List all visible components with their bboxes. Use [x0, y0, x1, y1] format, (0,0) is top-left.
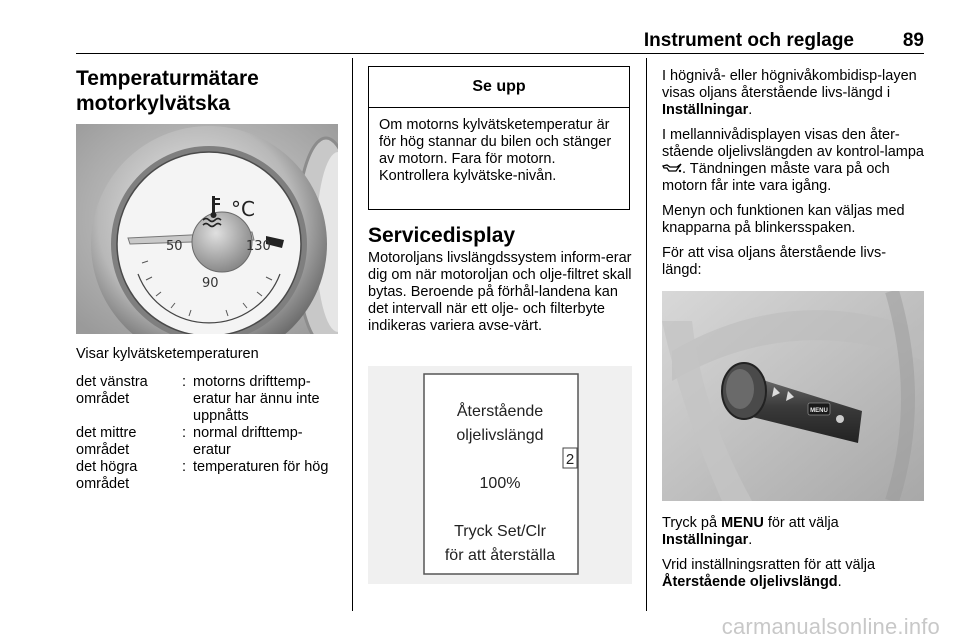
gauge-legend [76, 374, 338, 493]
paragraph-mid-level [662, 127, 924, 195]
paragraph-show-oil-life: För att visa oljans återstående livs-längd: [662, 245, 887, 278]
legend-colon: : [182, 459, 187, 475]
display-value: 100% [479, 475, 521, 492]
paragraph-text: . Tändningen måste vara på och motorn får inte vara igång. [662, 161, 890, 194]
legend-row [76, 425, 338, 459]
menu-term-settings: Inställningar [662, 102, 749, 118]
menu-term-oil-life: Återstående oljelivslängd [662, 574, 838, 590]
display-line-2: oljelivslängd [456, 427, 544, 444]
service-paragraph: Motoroljans livslängdssystem inform-erar dig om när motoroljan och olje-filtret skall bytas. Beroende på förhål-landena kan det intervall när ett olje- och filterbyte indikeras variera avse-värt. [368, 250, 632, 334]
stalk-menu-label: MENU [810, 408, 828, 414]
legend-term: det mittre området [76, 425, 137, 458]
page-number: 89 [902, 30, 924, 51]
paragraph-end: . [748, 102, 753, 118]
legend-term: det högra området [76, 459, 138, 492]
heading-line-1: Temperaturmätare [76, 67, 259, 90]
gauge-tick-130: 130 [246, 239, 271, 254]
display-line-4: för att återställa [444, 547, 556, 564]
paragraph-end: . [837, 574, 842, 590]
column-divider-1 [352, 58, 353, 611]
page-header [76, 22, 924, 52]
oil-pressure-icon [662, 162, 682, 174]
heading-line-2: motorkylvätska [76, 92, 231, 115]
legend-desc: temperaturen för hög [193, 459, 329, 475]
legend-desc: motorns drifttemp-eratur har ännu inte uppnåtts [193, 374, 320, 424]
paragraph-menu: Menyn och funktionen kan väljas med knapparna på blinkersspaken. [662, 203, 905, 236]
turn-signal-stalk-image [662, 291, 924, 501]
paragraph-press-menu [662, 515, 924, 549]
display-line-3: Tryck Set/Clr [454, 523, 546, 540]
paragraph-text: I mellannivådisplayen visas den åter-stående oljelivslängden av kontrol-lampa [662, 127, 924, 160]
column-right [662, 60, 924, 599]
header-rule [76, 53, 924, 54]
display-corner: 2 [565, 451, 575, 468]
watermark: carmanualsonline.info [721, 614, 940, 639]
warning-box [368, 66, 630, 210]
gauge-unit: °C [231, 197, 255, 221]
display-line-1: Återstående [456, 403, 544, 420]
warning-text: Om motorns kylvätsketemperatur är för hög stannar du bilen och stänger av motorn. Fara för motorn. Kontrollera kylvätske-nivån. [379, 117, 612, 184]
legend-row [76, 374, 338, 425]
paragraph-text: I högnivå- eller högnivåkombidisp-layen visas oljans återstående livs-längd i [662, 68, 917, 101]
paragraph-end: . [748, 532, 753, 548]
gauge-caption: Visar kylvätsketemperaturen [76, 346, 259, 362]
paragraph-text: Vrid inställningsratten för att välja [662, 557, 876, 573]
menu-term-settings: Inställningar [662, 532, 749, 548]
paragraph-turn-dial [662, 557, 924, 591]
coolant-gauge-image [76, 124, 338, 334]
column-divider-2 [646, 58, 647, 611]
header-title: Instrument och reglage [643, 30, 854, 51]
service-display-image [368, 366, 632, 584]
gauge-tick-50: 50 [166, 239, 183, 254]
legend-row [76, 459, 338, 493]
legend-colon: : [182, 374, 187, 390]
menu-button-term: MENU [721, 515, 764, 531]
paragraph-text: Tryck på [662, 515, 718, 531]
legend-desc: normal drifttemp-eratur [193, 425, 303, 458]
gauge-tick-90: 90 [202, 276, 219, 291]
section-heading-temperature [76, 66, 259, 116]
paragraph-high-level [662, 68, 924, 119]
legend-colon: : [182, 425, 187, 441]
warning-title: Se upp [369, 67, 629, 108]
section-heading-service: Servicedisplay [368, 224, 516, 247]
paragraph-text: för att välja [767, 515, 839, 531]
legend-term: det vänstra området [76, 374, 148, 407]
